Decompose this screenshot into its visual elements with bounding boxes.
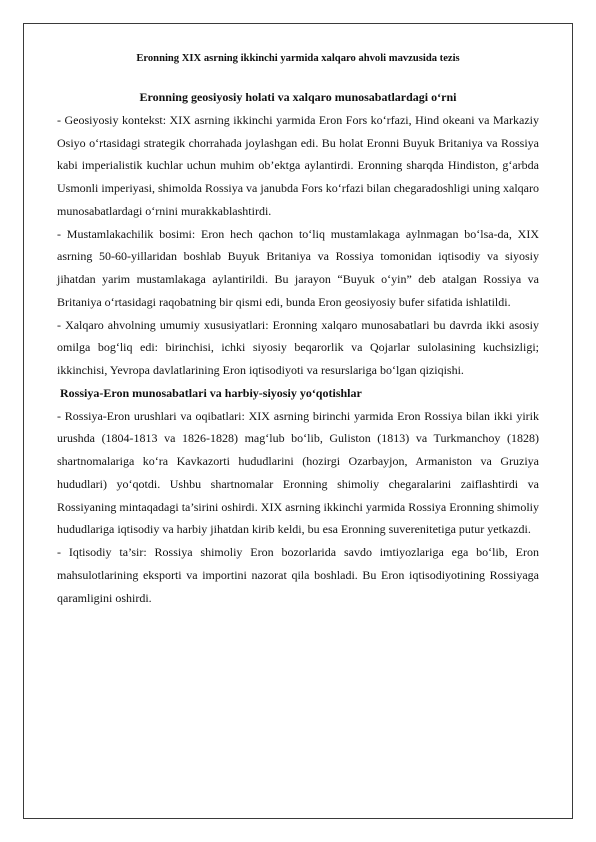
paragraph-russia-iran-wars: - Rossiya-Eron urushlari va oqibatlari: XIX asrning birinchi yarmida Eron Rossiya bilan ikki yirik urushda (1804-1813 va 1826-1828) mag‘lub bo‘lib, Guliston (1813) va Turkmanchoy (1828) shartnomalariga ko‘ra Kavkazorti hududlarini (hozirgi Ozarbayjon, Armaniston va Gruziya hududlari) yo‘qotdi. Ushbu shartnomalar Eronning shimoliy chegaralarini zaiflashtirdi va Rossiyaning mintaqadagi ta’sirini oshirdi. XIX asrning ikkinchi yarmida Rossiya Eronning shimoliy hududlariga iqtisodiy va harbiy jihatdan kirib keldi, bu esa Eronning suverenitetiga putur yetkazdi.	[57, 408, 539, 537]
section-heading-geopolitics: Eronning geosiyosiy holati va xalqaro munosabatlardagi o‘rni	[139, 90, 457, 104]
paragraph-colonial-pressure: - Mustamlakachilik bosimi: Eron hech qachon to‘liq mustamlakaga aylnmagan bo‘lsa-da, XIX asrning 50-60-yillaridan boshlab Buyuk Britaniya va Rossiya tomonidan iqtisodiy va siyosiy jihatdan yarim mustamlakaga aylantirildi. Bu jarayon “Buyuk o‘yin” deb atalgan Rossiya va Britaniya o‘rtasidagi raqobatning bir qismi edi, bunda Eron geosiyosiy bufer sifatida ishlatildi.	[57, 226, 539, 309]
document-title: Eronning XIX asrning ikkinchi yarmida xalqaro ahvoli mavzusida tezis	[136, 53, 460, 64]
section-heading-russia-iran: Rossiya-Eron munosabatlari va harbiy-siyosiy yo‘qotishlar	[57, 385, 362, 400]
paragraph-international-features: - Xalqaro ahvolning umumiy xususiyatlari: Eronning xalqaro munosabatlari bu davrda ikki asosiy omilga bog‘liq edi: birinchisi, ichki siyosiy beqarorlik va Qojarlar sulolasining kuchsizligi; ikkinchisi, Yevropa davlatlarining Eron iqtisodiyoti va resurslariga bo‘lgan qiziqishi.	[57, 317, 539, 377]
paragraph-economic-influence: - Iqtisodiy ta’sir: Rossiya shimoliy Eron bozorlarida savdo imtiyozlariga ega bo‘lib, Eron mahsulotlarining eksporti va importini nazorat qila boshladi. Bu Eron iqtisodiyotining Rossiyaga qaramligini oshirdi.	[57, 545, 539, 605]
document-body	[57, 52, 539, 609]
paragraph-geopolitical-context: - Geosiyosiy kontekst: XIX asrning ikkinchi yarmida Eron Fors ko‘rfazi, Hind okeani va Markaziy Osiyo o‘rtasidagi strategik chorrahada joylashgan edi. Bu holat Eronni Buyuk Britaniya va Rossiya kabi imperialistik kuchlar uchun muhim ob’ektga aylantirdi. Eronning sharqda Hindiston, g‘arbda Usmonli imperiyasi, shimolda Rossiya va janubda Fors ko‘rfazi bilan chegaradoshligi uning xalqaro munosabatlardagi o‘rnini murakkablashtirdi.	[57, 112, 539, 218]
